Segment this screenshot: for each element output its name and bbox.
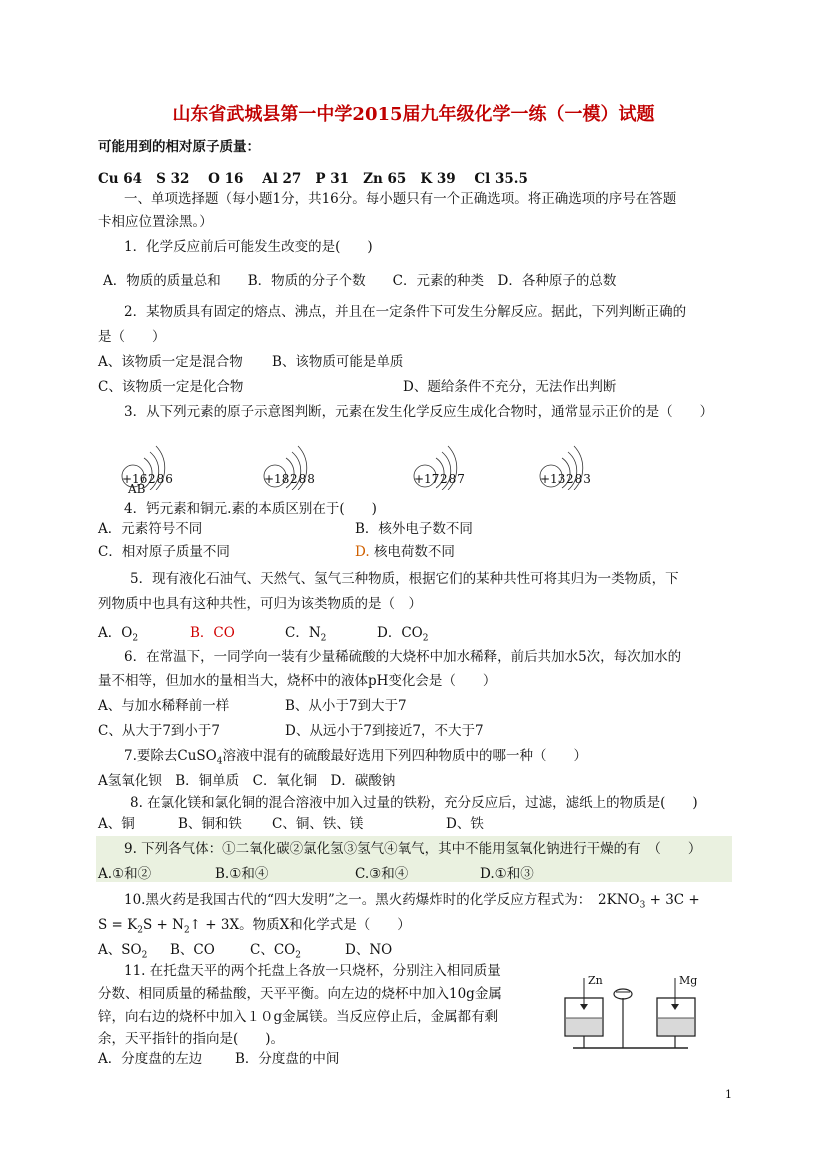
q6-stem-line2: 量不相等，但加水的量相当大，烧杯中的液体pH变化会是（ ） (98, 673, 497, 689)
q4-option-d-text: 核电荷数不同 (373, 544, 455, 560)
atom-diagram-1 (118, 440, 188, 494)
q4-option-b: B．核外电子数不同 (355, 521, 473, 537)
q10-stem2-c: ↑ + 3X。物质X和化学式是（ ） (189, 917, 411, 933)
q8-option-d: D、铁 (446, 816, 484, 832)
atomic-mass-values: Cu 64 S 32 O 16 Al 27 P 31 Zn 65 K 39 Cl 35.5 (98, 171, 528, 187)
q10-option-a-text: A、SO (98, 942, 142, 958)
q10-stem2-sub2: 2 (183, 925, 190, 936)
q5-option-c-text: C．N (285, 625, 321, 641)
q11-line1: 11. 在托盘天平的两个托盘上各放一只烧杯，分别注入相同质量 (124, 963, 501, 979)
q10-stem-line1 (124, 891, 700, 915)
q10-stem-line2 (98, 916, 411, 940)
q9-stem: 9. 下列各气体：①二氧化碳②氯化氢③氢气④氧气，其中不能用氢氧化钠进行干燥的有 （ ） (124, 841, 702, 857)
q11-line3: 锌，向右边的烧杯中加入１０g金属镁。当反应停止后，金属都有剩 (98, 1009, 499, 1025)
q4-option-c: C．相对原子质量不同 (98, 544, 230, 560)
q6-option-c: C、从大于7到小于7 (98, 723, 221, 739)
atom-diagram-3 (410, 440, 480, 494)
q7-stem-a: 7.要除去CuSO (124, 748, 217, 764)
q8-option-b: B、铜和铁 (178, 816, 242, 832)
q6-option-d: D、从远小于7到接近7，不大于7 (285, 723, 484, 739)
q5-option-a (98, 624, 138, 648)
atom-4-shells: 283 (566, 472, 592, 486)
q9-option-c: C.③和④ (355, 866, 409, 882)
section1-line2: 卡相应位置涂黑。） (98, 214, 213, 230)
zinc-label: Zn (588, 974, 603, 987)
q2-option-a: A、该物质一定是混合物 (98, 354, 243, 370)
atom-3-shells: 287 (440, 472, 466, 486)
atom-3-nucleus: +17 (414, 472, 440, 486)
q9-option-d: D.①和③ (480, 866, 534, 882)
atom-diagram-4 (536, 440, 606, 494)
q8-option-a: A、铜 (98, 816, 135, 832)
q5-stem-line2: 列物质中也具有这种共性，可归为该类物质的是（ ） (98, 596, 422, 612)
section1-line1: 一、单项选择题（每小题1分，共16分。每小题只有一个正确选项。将正确选项的序号在答题 (124, 191, 677, 207)
q8-stem: 8. 在氯化镁和氯化铜的混合溶液中加入过量的铁粉，充分反应后，过滤，滤纸上的物质是( ) (130, 795, 698, 811)
q4-option-a: A．元素符号不同 (98, 521, 203, 537)
q5-option-a-text: A．O (98, 625, 133, 641)
q5-option-c (285, 624, 326, 648)
q2-stem-line2: 是（ ） (98, 329, 166, 345)
atom-2-shells: 288 (290, 472, 316, 486)
q5-option-d (377, 624, 428, 648)
q10-option-c-text: C、CO (250, 942, 296, 958)
q7-stem (124, 747, 587, 771)
q10-option-b: B、CO (170, 942, 215, 958)
q1-stem: 1．化学反应前后可能发生改变的是( ) (124, 239, 373, 255)
q5-option-c-sub: 2 (320, 633, 327, 644)
q9-option-b: B.①和④ (215, 866, 269, 882)
q1-options: A．物质的质量总和 B．物质的分子个数 C．元素的种类 D．各种原子的总数 (103, 273, 617, 289)
q2-option-c: C、该物质一定是化合物 (98, 379, 244, 395)
q11-option-a: A．分度盘的左边 (98, 1051, 203, 1067)
q7-stem-sub: 4 (216, 756, 223, 767)
q7-stem-b: 溶液中混有的硫酸最好选用下列四种物质中的哪一种（ ） (222, 748, 587, 764)
q2-option-b: B、该物质可能是单质 (272, 354, 404, 370)
q5-option-a-sub: 2 (132, 633, 139, 644)
q8-option-c: C、铜、铁、镁 (272, 816, 364, 832)
q4-stem: 4．钙元素和铜元.素的本质区别在于( ) (124, 501, 377, 517)
q10-option-d: D、NO (345, 942, 393, 958)
q5-stem-line1: 5．现有液化石油气、天然气、氢气三种物质，根据它们的某种共性可将其归为一类物质，下 (130, 571, 679, 587)
page-number: 1 (725, 1088, 732, 1101)
atomic-mass-label: 可能用到的相对原子质量： (98, 139, 260, 155)
balance-figure (553, 968, 713, 1060)
q7-options: A氢氧化钡 B．铜单质 C．氧化铜 D．碳酸钠 (98, 773, 396, 789)
atom-2-nucleus: +18 (264, 472, 290, 486)
q10-stem2-a: S = K (98, 917, 138, 933)
atom-1-nucleus: +16 (122, 472, 148, 486)
q6-option-a: A、与加水稀释前一样 (98, 698, 230, 714)
q10-stem2-sub1: 2 (137, 925, 143, 936)
q5-option-d-sub: 2 (422, 633, 429, 644)
q10-stem-line1-sub: 3 (639, 900, 646, 911)
magnesium-label: Mg (679, 974, 698, 987)
q6-option-b: B、从小于7到大于7 (285, 698, 407, 714)
q5-option-b: B．CO (190, 625, 235, 641)
page-title: 山东省武城县第一中学2015届九年级化学一练（一模）试题 (172, 104, 655, 125)
atom-4-nucleus: +13 (540, 472, 566, 486)
atom-1-shells: 286 (148, 472, 174, 486)
atom-labels: AB (128, 482, 146, 496)
q9-option-a: A.①和② (98, 866, 152, 882)
q2-stem-line1: 2．某物质具有固定的熔点、沸点，并且在一定条件下可发生分解反应。据此，下列判断正确的 (124, 304, 687, 320)
q10-stem-line1-tail: + 3C + (645, 892, 700, 908)
q10-option-a-sub: 2 (141, 950, 148, 961)
q11-line4: 余，天平指针的指向是( )。 (98, 1031, 285, 1047)
atom-diagram-2 (260, 440, 330, 494)
q11-line2: 分数、相同质量的稀盐酸，天平平衡。向左边的烧杯中加入10g金属 (98, 986, 502, 1002)
q4-option-d-letter: D. (355, 544, 370, 560)
q6-stem-line1: 6．在常温下，一同学向一装有少量稀硫酸的大烧杯中加水稀释，前后共加水5次，每次加水的 (124, 649, 682, 665)
q3-stem: 3．从下列元素的原子示意图判断，元素在发生化学反应生成化合物时，通常显示正价的是（ ） (124, 404, 714, 420)
q5-option-d-text: D．CO (377, 625, 423, 641)
q2-option-d: D、题给条件不充分，无法作出判断 (403, 379, 617, 395)
q10-option-c-sub: 2 (295, 950, 301, 961)
q4-option-d (355, 543, 455, 561)
q10-stem2-b: S + N (142, 917, 184, 933)
q11-option-b: B．分度盘的中间 (235, 1051, 340, 1067)
q10-stem-line1-text: 10.黑火药是我国古代的“四大发明”之一。黑火药爆炸时的化学反应方程式为： 2KNO (124, 892, 640, 908)
